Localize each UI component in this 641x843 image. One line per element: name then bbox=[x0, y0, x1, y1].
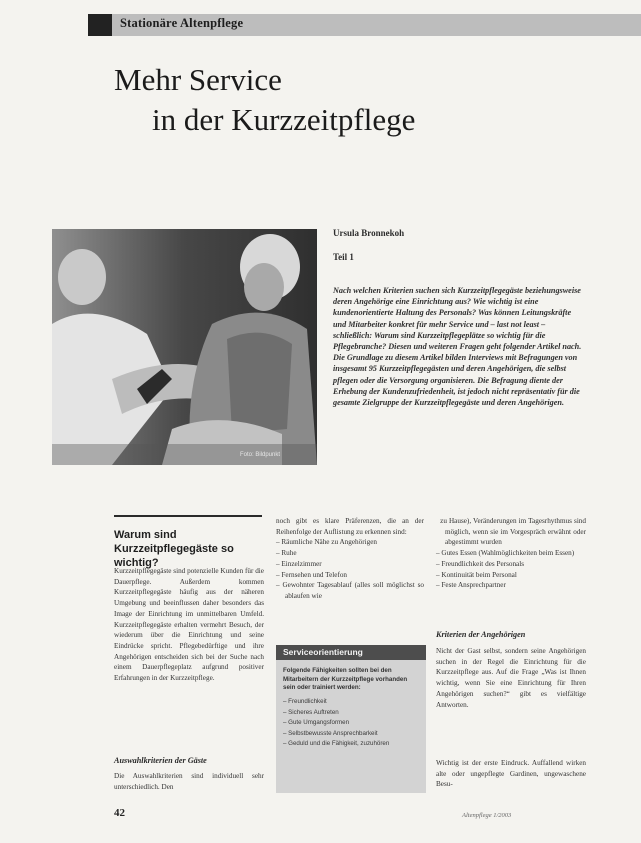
subheading: Kriterien der Angehörigen bbox=[436, 630, 526, 639]
author-name: Ursula Bronnekoh bbox=[333, 228, 405, 238]
criteria-list-continued bbox=[436, 516, 586, 591]
list-item: – Sicheres Auftreten bbox=[283, 708, 339, 716]
article-photo bbox=[52, 229, 317, 465]
article-title-line2: in der Kurzzeitpflege bbox=[152, 102, 416, 137]
body-paragraph: Wichtig ist der erste Eindruck. Auffallend wirken alte oder ungepflegte Gardinen, ungewaschene Besu- bbox=[436, 759, 586, 789]
list-item: zu Hause), Veränderungen im Tagesrhythmus sind möglich, wenn sie im Vorgespräch erwähnt oder abgestimmt wurden bbox=[440, 517, 586, 547]
series-part: Teil 1 bbox=[333, 252, 354, 262]
list-item: – Freundlichkeit des Personals bbox=[436, 559, 525, 568]
sidebar-box-intro: Folgende Fähigkeiten sollten bei den Mitarbeitern der Kurzzeitpflege vorhanden sein oder trainiert werden: bbox=[283, 667, 408, 692]
sidebar-box-title: Serviceorientierung bbox=[283, 647, 363, 657]
list-item: – Räumliche Nähe zu Angehörigen bbox=[276, 538, 377, 547]
photo-illustration bbox=[52, 229, 317, 465]
subheading: Auswahlkriterien der Gäste bbox=[114, 756, 207, 765]
body-paragraph: Nicht der Gast selbst, sondern seine Angehörigen suchen in der Regel die Einrichtung für die Kurzzeitpflege aus. Auf die Frage „Was ist Ihnen wichtig, wenn Sie eine Einrichtung für Ihren Angehörigen suchen?“ gibt es vielfältige Antworten. bbox=[436, 647, 586, 709]
list-item: – Kontinuität beim Personal bbox=[436, 570, 517, 579]
photo-credit: Foto: Bildpunkt bbox=[240, 452, 281, 458]
list-item: – Selbstbewusste Ansprechbarkeit bbox=[283, 729, 378, 737]
list-item: – Freundlichkeit bbox=[283, 698, 327, 705]
criteria-list bbox=[276, 537, 424, 601]
article-title-line1: Mehr Service bbox=[114, 62, 282, 97]
section-label: Stationäre Altenpflege bbox=[120, 16, 244, 30]
list-item: – Fernsehen und Telefon bbox=[276, 570, 348, 579]
page-number: 42 bbox=[114, 807, 125, 819]
list-item: – Gutes Essen (Wahlmöglichkeiten beim Essen) bbox=[436, 549, 575, 558]
body-paragraph: Kurzzeitpflegegäste sind potenzielle Kunden für die Dauerpflege. Außerdem kommen Kurzzeitpflegegäste häufig aus der näheren Umgebung und beeinflussen daher besonders das Image der Einrichtung im unmittelbaren Umfeld. Kurzzeitpflegegäste erhalten vermehrt Besuch, der wiederum über die Einrichtung und seine Eindrücke spricht. Pflegebedürftige und ihre Angehörigen entscheiden sich bei der Suche nach einem Dauerpflegeplatz aufgrund positiver Erfahrungen in der Kurzzeitpflege. bbox=[114, 567, 264, 683]
heading-rule bbox=[114, 515, 262, 517]
body-paragraph: Die Auswahlkriterien sind individuell sehr unterschiedlich. Den bbox=[114, 772, 264, 791]
sidebar-box-list bbox=[283, 697, 421, 750]
section-header-marker bbox=[88, 14, 112, 36]
body-column-3 bbox=[436, 516, 586, 591]
body-paragraph: noch gibt es klare Präferenzen, die an der Reihenfolge der Auflistung zu erkennen sind: bbox=[276, 517, 424, 536]
list-item: – Gute Umgangsformen bbox=[283, 719, 350, 726]
section-heading: Warum sind Kurzzeitpflegegäste so wichtig? bbox=[114, 529, 234, 569]
intro-paragraph: Nach welchen Kriterien suchen sich Kurzzeitpflegegäste beziehungsweise deren Angehörige eine Einrichtung aus? Wie wichtig ist eine kundenorientierte Haltung des Personals? Was können Leitungskräfte und Mitarbeiter konkret für mehr Service und – last not least – schließlich: Warum sind Kurzzeitpflegeplätze so wichtig für die Pflegebranche? Diesen und weiteren Fragen geht folgender Artikel nach. Die Grundlage zu diesem Artikel bilden Interviews mit Befragungen von insgesamt 95 Kurzzeitpflegegästen und deren Angehörigen, die selbst pflegen oder die Versorgung organisieren. Die Befragung diente der Erhebung der Kundenzufriedenheit, ist jedoch nicht repräsentativ für die gesamte Zielgruppe der Kurzzeitpflegegäste und deren Angehörigen. bbox=[333, 286, 582, 408]
list-item: – Ruhe bbox=[276, 549, 297, 558]
list-item: – Feste Ansprechpartner bbox=[436, 581, 506, 590]
list-item: – Gewohnter Tagesablauf (alles soll möglichst so ablaufen wie bbox=[276, 581, 424, 600]
body-column-2 bbox=[276, 516, 424, 602]
journal-footer: Altenpflege 1/2003 bbox=[462, 812, 512, 819]
list-item: – Geduld und die Fähigkeit, zuzuhören bbox=[283, 740, 390, 747]
list-item: – Einzelzimmer bbox=[276, 559, 322, 568]
